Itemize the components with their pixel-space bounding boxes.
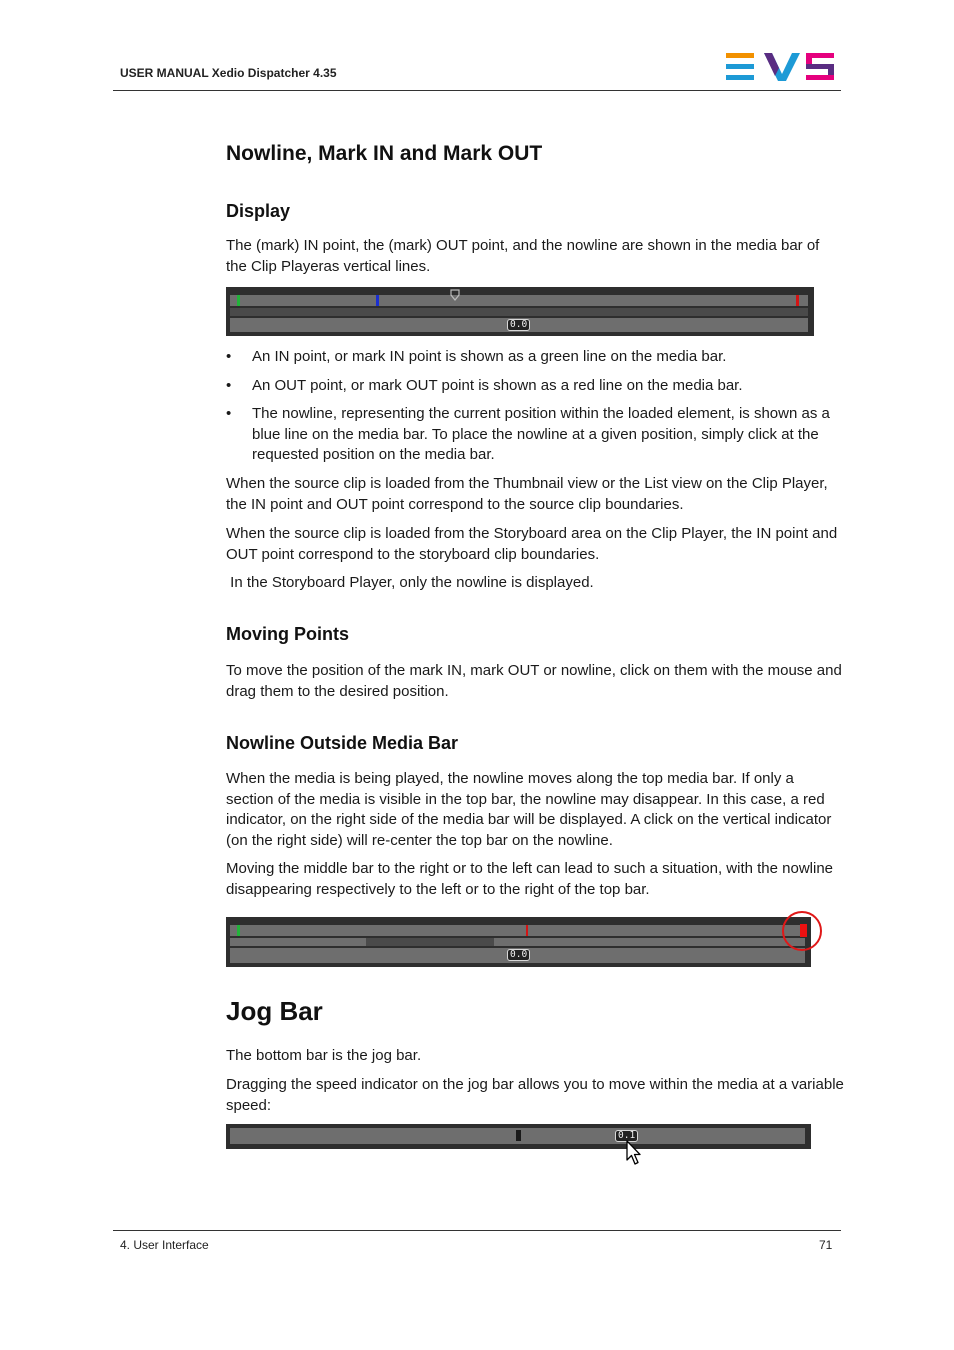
mark-in-line[interactable]	[237, 295, 240, 306]
position-marker-icon	[450, 289, 460, 301]
jog-bar-para1: The bottom bar is the jog bar.	[226, 1047, 422, 1064]
bullet-mark-out: An OUT point, or mark OUT point is shown as a red line on the media bar.	[252, 377, 743, 394]
jog-bar-title: Jog Bar	[226, 996, 323, 1026]
middle-bar-visible-section[interactable]	[366, 938, 494, 946]
nowline[interactable]	[376, 295, 379, 306]
paragraph-storyboard-player: In the Storyboard Player, only the nowline is displayed.	[226, 574, 594, 591]
mark-in-line[interactable]	[237, 925, 240, 936]
jog-counter: 0.0	[507, 319, 530, 331]
page-number: 71	[819, 1238, 833, 1252]
highlight-circle-icon	[780, 910, 824, 952]
middle-media-bar[interactable]	[230, 938, 805, 946]
nowline-outside-para2: Moving the middle bar to the right or to the left can lead to such a situation, with the nowline disappearing respectively to the left or to the right of the top bar.	[226, 860, 834, 898]
bullet-mark-in: An IN point, or mark IN point is shown as a green line on the media bar.	[252, 348, 727, 365]
speed-indicator[interactable]: 0.1	[615, 1130, 638, 1142]
bullet-marker: •	[226, 348, 232, 365]
media-bar-screenshot	[226, 287, 814, 336]
moving-points-text: To move the position of the mark IN, mark OUT or nowline, click on them with the mouse and drag them to the desired position.	[226, 662, 842, 700]
nowline-outside-para1: When the media is being played, the nowline moves along the top media bar. If only a section of the media is visible in the top bar, the nowline may disappear. In this case, a red indicator, on the right side of the media bar will be displayed. A click on the vertical indicator (on the right side) will re-center the top bar on the nowline.	[226, 770, 832, 849]
mark-out-line[interactable]	[526, 925, 528, 936]
display-heading: Display	[226, 201, 291, 221]
top-media-bar[interactable]	[230, 925, 805, 936]
section-title: Nowline, Mark IN and Mark OUT	[226, 142, 543, 165]
media-bar-outside-screenshot	[226, 917, 811, 967]
moving-points-heading: Moving Points	[226, 624, 349, 644]
evs-logo	[726, 52, 834, 82]
bullet-nowline: The nowline, representing the current position within the loaded element, is shown as a blue line on the media bar. To place the nowline at a given position, simply click at the requested position on the media bar.	[252, 405, 830, 464]
jog-counter: 0.0	[507, 949, 530, 961]
nowline-outside-heading: Nowline Outside Media Bar	[226, 733, 459, 753]
footer-chapter: 4. User Interface	[120, 1238, 209, 1252]
middle-media-bar[interactable]	[230, 308, 808, 316]
display-intro: The (mark) IN point, the (mark) OUT point, and the nowline are shown in the media bar of the Clip Playeras vertical lines.	[226, 237, 820, 275]
header-rule	[113, 90, 841, 91]
paragraph-thumbnail-view: When the source clip is loaded from the Thumbnail view or the List view on the Clip Player, the IN point and OUT point correspond to the source clip boundaries.	[226, 475, 828, 513]
mouse-cursor-icon	[626, 1140, 642, 1168]
bullet-marker: •	[226, 377, 232, 394]
running-header-title: USER MANUAL Xedio Dispatcher 4.35	[120, 66, 337, 80]
footer-rule	[113, 1230, 841, 1231]
bullet-marker: •	[226, 405, 232, 422]
top-media-bar[interactable]	[230, 295, 808, 306]
jog-bar-para2: Dragging the speed indicator on the jog bar allows you to move within the media at a variable speed:	[226, 1076, 844, 1114]
jog-bar-screenshot	[226, 1124, 811, 1149]
mark-out-line[interactable]	[796, 295, 799, 306]
jog-center-marker	[516, 1130, 521, 1141]
paragraph-storyboard-area: When the source clip is loaded from the Storyboard area on the Clip Player, the IN point and OUT point correspond to the storyboard clip boundaries.	[226, 525, 838, 563]
